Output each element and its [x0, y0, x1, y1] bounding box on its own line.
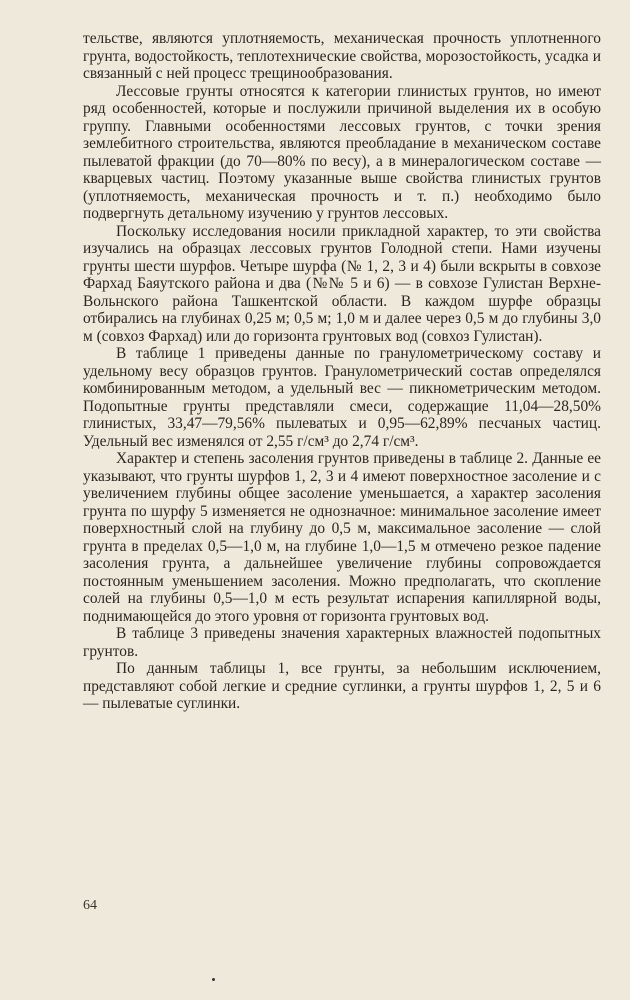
paragraph-sampling: Поскольку исследования носили прикладной характер, то эти свойства изучались на образцах лессовых грунтов Голодной степи. Нами изучены грунты шести шурфов. Четыре шурфа (№ 1, 2, 3 и 4) были вскрыты в совхозе Фархад Баяутского района и два (№№ 5 и 6) — в совхозе Гулистан Верхне-Вольнского района Ташкентской области. В каждом шурфе образцы отбирались на глубинах 0,25 м; 0,5 м; 1,0 м и далее через 0,5 м до глубины 3,0 м (совхоз Фархад) или до горизонта грунтовых вод (совхоз Гулистан). [83, 222, 601, 345]
paragraph-table-2: Характер и степень засоления грунтов приведены в таблице 2. Данные ее указывают, что грунты шурфов 1, 2, 3 и 4 имеют поверхностное засоление и с увеличением глубины общее засоление уменьшается, а характер засоления грунта по шурфу 5 изменяется не однозначное: минимальное засоление имеет поверхностный слой на глубину до 0,5 м, максимальное засоление — слой грунта в пределах 0,5—1,0 м, на глубине 1,0—1,5 м отмечено резкое падение засоления грунта, а дальнейшее увеличение глубины сопровождается постоянным уменьшением засоления. Можно предполагать, что скопление солей на глубины 0,5—1,0 м есть результат испарения капиллярной воды, поднимающейся до этого уровня от горизонта грунтовых вод. [83, 450, 601, 625]
paragraph-loess-soils: Лессовые грунты относятся к категории глинистых грунтов, но имеют ряд особенностей, которые и послужили причиной выделения их в особую группу. Главными особенностями лессовых грунтов, с точки зрения землебитного строительства, являются преобладание в механическом составе пылеватой фракции (до 70—80% по весу), а в минералогическом составе — кварцевых частиц. Поэтому указанные выше свойства глинистых грунтов (уплотняемость, механическая прочность и т. п.) необходимо было подвергнуть детальному изучению у грунтов лессовых. [83, 82, 601, 222]
print-speck [212, 978, 215, 981]
page-number: 64 [83, 898, 97, 913]
paragraph-conclusion: По данным таблицы 1, все грунты, за небольшим исключением, представляют собой легкие и средние суглинки, а грунты шурфов 1, 2, 5 и 6 — пылеватые суглинки. [83, 660, 601, 712]
paragraph-table-3: В таблице 3 приведены значения характерных влажностей подопытных грунтов. [83, 625, 601, 660]
body-text [83, 30, 601, 713]
paragraph-continuation: тельстве, являются уплотняемость, механическая прочность уплотненного грунта, водостойкость, теплотехнические свойства, морозостойкость, усадка и связанный с ней процесс трещинообразования. [83, 30, 601, 82]
paragraph-table-1: В таблице 1 приведены данные по гранулометрическому составу и удельному весу образцов грунтов. Гранулометрический состав определялся комбинированным методом, а удельный вес — пикнометрическим методом. Подопытные грунты представляли смеси, содержащие 11,04—28,50% глинистых, 33,47—79,56% пылеватых и 0,95—62,89% песчаных частиц. Удельный вес изменялся от 2,55 г/см³ до 2,74 г/см³. [83, 345, 601, 450]
